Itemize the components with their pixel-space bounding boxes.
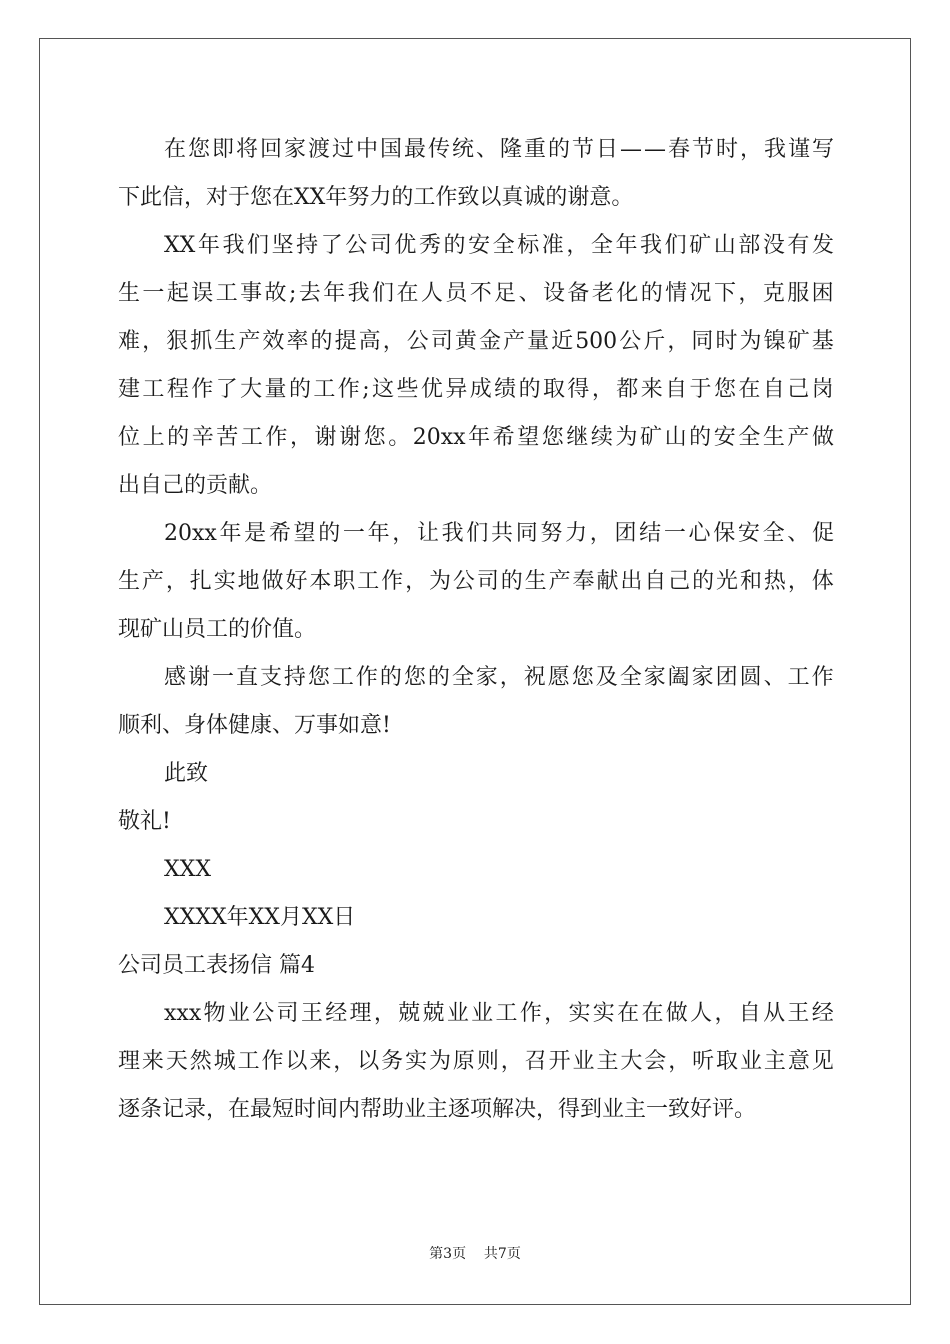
section-heading: 公司员工表扬信 篇4 xyxy=(118,953,315,978)
text-line: 生 一 起 误 工 事 故 ; 去 年 我 们 在 人 员 不 足 、 设 备 老 化 的 情 况 下 ， 克 服 困 xyxy=(118,281,834,306)
text-line: 顺利、身体健康、万事如意! xyxy=(118,713,391,738)
document-body xyxy=(118,126,834,1134)
page-number: 第3页 xyxy=(429,1246,467,1262)
page-total: 共7页 xyxy=(483,1246,521,1262)
text-line: 出自己的贡献。 xyxy=(118,473,273,498)
text-line: 在 您 即 将 回 家 渡 过 中 国 最 传 统 、 隆 重 的 节 日 — — 春 节 时 ， 我 谨 写 xyxy=(164,137,834,162)
paragraph-3 xyxy=(118,510,834,654)
text-line: 理 来 天 然 城 工 作 以 来 ， 以 务 实 为 原 则 ， 召 开 业 主 大 会 ， 听 取 业 主 意 见 xyxy=(118,1049,834,1074)
signer-name: XXX xyxy=(164,857,211,882)
paragraph-4 xyxy=(118,654,834,750)
closing-cizhi: 此致 xyxy=(164,761,209,786)
paragraph-1 xyxy=(118,126,834,222)
paragraph-5 xyxy=(118,990,834,1134)
closing-jingli: 敬礼! xyxy=(118,809,171,834)
text-line: xxx 物 业 公 司 王 经 理 ， 兢 兢 业 业 工 作 ， 实 实 在 在 做 人 ， 自 从 王 经 xyxy=(164,1001,834,1026)
text-line: 难 ， 狠 抓 生 产 效 率 的 提 高 ， 公 司 黄 金 产 量 近 500 公 斤 ， 同 时 为 镍 矿 基 xyxy=(118,329,834,354)
text-line: 逐条记录，在最短时间内帮助业主逐项解决，得到业主一致好评。 xyxy=(118,1097,757,1122)
text-line: 感 谢 一 直 支 持 您 工 作 的 您 的 全 家 ， 祝 愿 您 及 全 家 阖 家 团 圆 、 工 作 xyxy=(164,665,834,690)
text-line: 生 产 ， 扎 实 地 做 好 本 职 工 作 ， 为 公 司 的 生 产 奉 献 出 自 己 的 光 和 热 ， 体 xyxy=(118,569,834,594)
signature-date: XXXX年XX月XX日 xyxy=(164,905,356,930)
text-line: XX 年 我 们 坚 持 了 公 司 优 秀 的 安 全 标 准 ， 全 年 我 们 矿 山 部 没 有 发 xyxy=(164,233,834,258)
text-line: 20xx 年 是 希 望 的 一 年 ， 让 我 们 共 同 努 力 ， 团 结 一 心 保 安 全 、 促 xyxy=(164,521,834,546)
paragraph-2 xyxy=(118,222,834,510)
text-line: 下此信，对于您在XX年努力的工作致以真诚的谢意。 xyxy=(118,185,634,210)
text-line: 位 上 的 辛 苦 工 作 ， 谢 谢 您 。 20xx 年 希 望 您 继 续 为 矿 山 的 安 全 生 产 做 xyxy=(118,425,834,450)
text-line: 现矿山员工的价值。 xyxy=(118,617,317,642)
page-footer xyxy=(0,1243,950,1263)
text-line: 建 工 程 作 了 大 量 的 工 作 ; 这 些 优 异 成 绩 的 取 得 ， 都 来 自 于 您 在 自 己 岗 xyxy=(118,377,834,402)
